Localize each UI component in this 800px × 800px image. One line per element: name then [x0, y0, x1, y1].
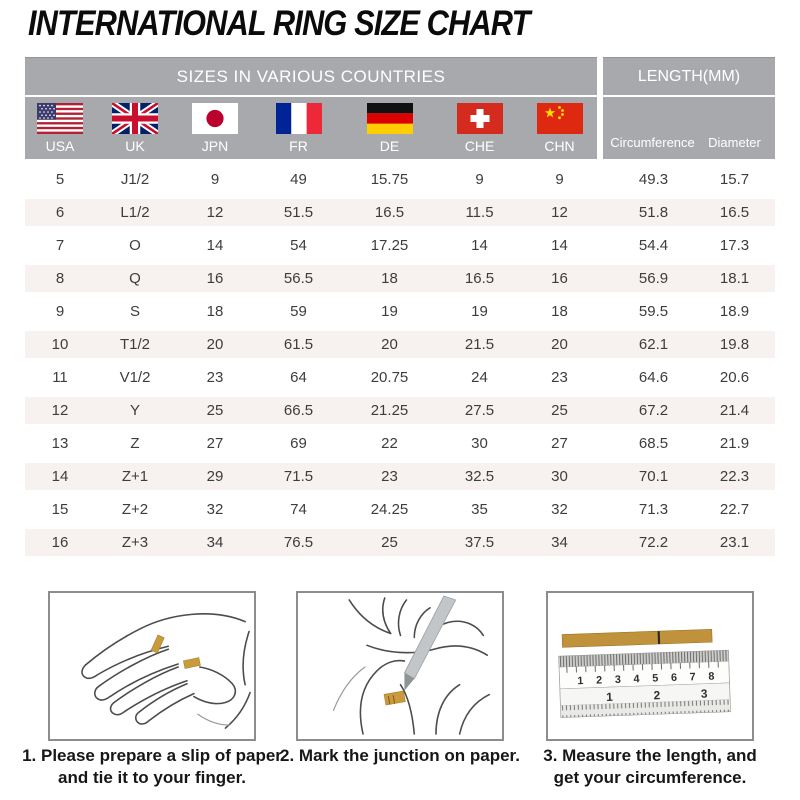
ruler-icon — [559, 650, 731, 717]
table-cell: 59 — [290, 303, 307, 320]
table-cell: 13 — [51, 435, 69, 452]
switzerland-flag-icon — [457, 103, 503, 134]
table-row — [25, 328, 775, 361]
table-cell: 21.25 — [370, 402, 409, 419]
table-cell: 12 — [206, 204, 224, 221]
table-cell: 34 — [206, 534, 224, 551]
table-cell: 19.8 — [719, 336, 750, 353]
table-cell: 23 — [206, 369, 224, 386]
flag-header-row — [25, 97, 775, 159]
table-cell: 27.5 — [464, 402, 495, 419]
table-cell: 20.6 — [719, 369, 750, 386]
table-cell: 74 — [290, 501, 307, 518]
table-cell: 23 — [551, 369, 568, 386]
marking-with-pen-illustration — [298, 593, 502, 739]
table-cell: 32.5 — [464, 468, 495, 485]
table-cell: 25 — [381, 534, 398, 551]
table-cell: 12 — [551, 204, 568, 221]
germany-flag-icon — [367, 103, 413, 134]
table-cell: 17.3 — [719, 237, 750, 254]
table-cell: 21.5 — [464, 336, 495, 353]
svg-text:2: 2 — [653, 688, 661, 703]
table-cell: 25 — [551, 402, 568, 419]
instruction-caption-2 — [255, 745, 545, 767]
table-cell: 24 — [471, 369, 488, 386]
instruction-caption-3 — [505, 745, 795, 789]
column-header-de — [342, 97, 437, 159]
paper-strip-icon — [562, 629, 712, 647]
table-cell: 16 — [206, 270, 224, 287]
table-cell: 34 — [551, 534, 568, 551]
column-label-chn: CHN — [544, 138, 575, 154]
svg-text:8: 8 — [708, 670, 715, 683]
table-cell: 61.5 — [283, 336, 314, 353]
column-label-usa: USA — [45, 138, 75, 154]
caption-1-line-1: 1. Please prepare a slip of paper — [22, 746, 282, 765]
table-cell: 35 — [471, 501, 488, 518]
table-cell: 5 — [55, 171, 65, 188]
table-cell: 23 — [381, 468, 398, 485]
page-title: INTERNATIONAL RING SIZE CHART — [28, 4, 530, 43]
table-cell: 54 — [290, 237, 307, 254]
instruction-caption-1 — [7, 745, 297, 789]
table-cell: T1/2 — [119, 336, 150, 353]
table-cell: 11 — [52, 369, 68, 386]
table-cell: 49 — [290, 171, 307, 188]
table-cell: 71.5 — [283, 468, 314, 485]
table-cell: Q — [129, 270, 141, 287]
table-cell: 23.1 — [719, 534, 750, 551]
table-cell: 27 — [551, 435, 568, 452]
table-cell: S — [129, 303, 140, 320]
svg-text:7: 7 — [689, 671, 696, 684]
table-cell: 17.25 — [370, 237, 409, 254]
table-cell: 32 — [206, 501, 224, 518]
caption-3-line-1: 3. Measure the length, and — [543, 746, 757, 765]
table-row — [25, 262, 775, 295]
table-cell: 30 — [471, 435, 488, 452]
table-cell: 16 — [551, 270, 568, 287]
table-row — [25, 394, 775, 427]
svg-text:3: 3 — [614, 673, 622, 686]
svg-text:1: 1 — [606, 689, 614, 705]
table-cell: 66.5 — [283, 402, 314, 419]
table-row — [25, 460, 775, 493]
hand-with-paper-strip-illustration — [50, 593, 254, 739]
column-header-che — [437, 97, 522, 159]
table-cell: O — [129, 237, 141, 254]
table-cell: 15 — [51, 501, 69, 518]
table-row — [25, 427, 775, 460]
table-cell: 62.1 — [638, 336, 669, 353]
instruction-card-2 — [296, 591, 504, 741]
table-cell: 32 — [551, 501, 568, 518]
table-cell: 9 — [475, 171, 484, 188]
table-cell: Z+3 — [121, 534, 149, 551]
table-cell: 30 — [551, 468, 568, 485]
column-header-uk — [95, 97, 175, 159]
table-cell: 20 — [381, 336, 398, 353]
table-cell: 72.2 — [638, 534, 669, 551]
table-cell: 56.9 — [638, 270, 669, 287]
table-cell: 16.5 — [464, 270, 495, 287]
table-cell: 9 — [55, 303, 65, 320]
table-cell: 10 — [51, 336, 69, 353]
ruler-measure-illustration — [548, 593, 752, 739]
svg-text:3: 3 — [700, 686, 708, 701]
table-cell: 11.5 — [465, 204, 494, 221]
table-cell: 21.4 — [719, 402, 750, 419]
table-cell: 18.9 — [719, 303, 750, 320]
table-cell: 37.5 — [464, 534, 495, 551]
table-cell: 22.7 — [719, 501, 750, 518]
table-cell: 64 — [290, 369, 307, 386]
column-header-chn — [522, 97, 597, 159]
japan-flag-icon — [192, 103, 238, 134]
header-length-mm: LENGTH(MM) — [603, 57, 775, 95]
table-cell: 49.3 — [638, 171, 669, 188]
table-cell: 18 — [551, 303, 568, 320]
column-label-jpn: JPN — [201, 138, 229, 154]
table-row — [25, 295, 775, 328]
column-label-circumference: Circumference — [610, 135, 695, 150]
table-row — [25, 526, 775, 559]
table-cell: 59.5 — [638, 303, 669, 320]
instruction-card-1 — [48, 591, 256, 741]
table-cell: 22.3 — [719, 468, 750, 485]
instruction-card-3 — [546, 591, 754, 741]
table-cell: 21.9 — [719, 435, 750, 452]
table-cell: J1/2 — [120, 171, 150, 188]
table-cell: 54.4 — [638, 237, 669, 254]
table-cell: L1/2 — [120, 204, 150, 221]
table-cell: 24.25 — [370, 501, 409, 518]
table-cell: 25 — [206, 402, 224, 419]
table-row — [25, 196, 775, 229]
uk-flag-icon — [112, 103, 158, 134]
table-cell: Y — [129, 402, 140, 419]
column-header-jpn — [175, 97, 255, 159]
table-cell: 16.5 — [719, 204, 750, 221]
table-cell: 22 — [381, 435, 398, 452]
caption-3-line-2: get your circumference. — [553, 767, 747, 787]
column-header-fr — [255, 97, 342, 159]
column-label-de: DE — [379, 138, 400, 154]
table-cell: Z+1 — [121, 468, 149, 485]
table-cell: 18.1 — [719, 270, 750, 287]
table-row — [25, 493, 775, 526]
column-label-diameter: Diameter — [708, 135, 761, 150]
table-cell: 9 — [555, 171, 564, 188]
table-body — [25, 163, 775, 559]
table-cell: 51.5 — [283, 204, 314, 221]
svg-text:4: 4 — [633, 673, 640, 686]
table-cell: 29 — [206, 468, 224, 485]
table-cell: Z+2 — [121, 501, 149, 518]
table-cell: V1/2 — [119, 369, 151, 386]
table-cell: 19 — [381, 303, 398, 320]
table-cell: 9 — [210, 171, 220, 188]
table-cell: 51.8 — [638, 204, 669, 221]
caption-1-line-2: and tie it to your finger. — [58, 767, 246, 787]
table-cell: 19 — [471, 303, 488, 320]
table-cell: 12 — [51, 402, 69, 419]
column-label-che: CHE — [464, 138, 495, 154]
table-cell: 70.1 — [638, 468, 669, 485]
table-cell: 18 — [206, 303, 224, 320]
table-cell: 69 — [290, 435, 307, 452]
table-cell: 67.2 — [638, 402, 669, 419]
table-cell: 6 — [55, 204, 65, 221]
svg-text:5: 5 — [652, 672, 659, 685]
table-cell: 14 — [51, 468, 69, 485]
table-cell: 68.5 — [638, 435, 669, 452]
table-cell: 71.3 — [638, 501, 669, 518]
table-cell: 20 — [206, 336, 224, 353]
column-header-usa — [25, 97, 95, 159]
usa-flag-icon — [37, 103, 83, 134]
table-cell: 18 — [381, 270, 398, 287]
table-cell: 76.5 — [283, 534, 314, 551]
table-cell: 15.7 — [719, 171, 750, 188]
table-cell: 14 — [471, 237, 488, 254]
column-label-fr: FR — [289, 138, 308, 154]
table-cell: 15.75 — [370, 171, 409, 188]
svg-text:2: 2 — [595, 674, 603, 687]
france-flag-icon — [276, 103, 322, 134]
table-cell: 7 — [55, 237, 65, 254]
china-flag-icon — [537, 103, 583, 134]
table-cell: 20.75 — [370, 369, 409, 386]
table-row — [25, 361, 775, 394]
caption-2-line-1: 2. Mark the junction on paper. — [280, 746, 520, 765]
table-cell: 14 — [551, 237, 568, 254]
table-cell: 8 — [55, 270, 65, 287]
header-sizes-in-various-countries: SIZES IN VARIOUS COUNTRIES — [25, 57, 597, 95]
column-label-uk: UK — [125, 138, 145, 154]
table-row — [25, 163, 775, 196]
table-cell: 20 — [551, 336, 568, 353]
table-cell: 16 — [51, 534, 69, 551]
table-cell: 27 — [206, 435, 224, 452]
table-cell: 14 — [206, 237, 224, 254]
table-cell: 64.6 — [638, 369, 669, 386]
svg-text:6: 6 — [670, 671, 678, 685]
table-cell: Z — [130, 435, 140, 452]
table-cell: 56.5 — [283, 270, 314, 287]
svg-text:1: 1 — [577, 675, 584, 688]
table-row — [25, 229, 775, 262]
table-cell: 16.5 — [374, 204, 405, 221]
